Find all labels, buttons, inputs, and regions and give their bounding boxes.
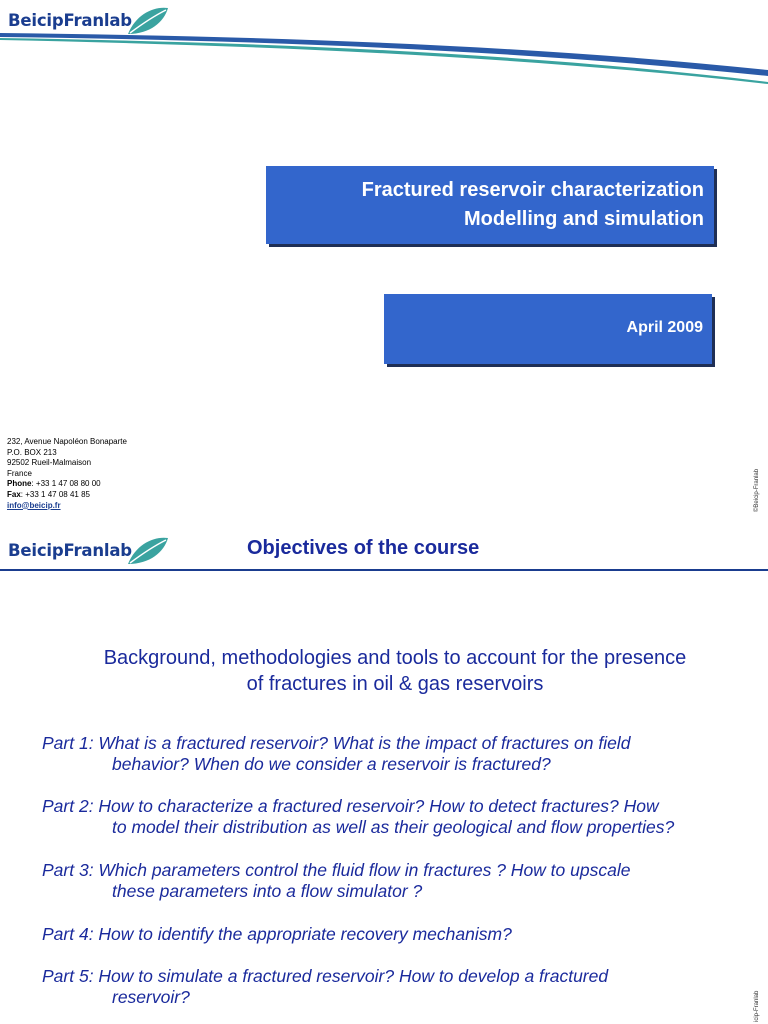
leaf-icon-2 xyxy=(126,534,170,568)
title-line-1: Fractured reservoir characterization xyxy=(361,179,704,201)
address-city: 92502 Rueil-Malmaison xyxy=(7,458,92,468)
title-box xyxy=(266,166,714,244)
copyright-vertical-2: icip-Franlab xyxy=(754,990,760,1022)
fax-label: Fax xyxy=(7,489,21,499)
part-2-line-2: to model their distribution as well as their geological and flow properties? xyxy=(112,817,675,837)
part-5 xyxy=(42,966,762,1008)
part-3-line-2: these parameters into a flow simulator ? xyxy=(112,881,423,901)
part-5-line-2: reservoir? xyxy=(112,987,190,1007)
fax-line xyxy=(7,490,127,501)
part-1 xyxy=(42,733,762,775)
part-2-line-1: Part 2: How to characterize a fractured reservoir? How to detect fractures? How xyxy=(42,796,659,816)
part-5-line-1: Part 5: How to simulate a fractured reservoir? How to develop a fractured xyxy=(42,966,609,986)
address-country: France xyxy=(7,468,32,478)
part-4 xyxy=(42,924,762,945)
part-3 xyxy=(42,860,762,902)
copyright-vertical: ©Beicip-Franlab xyxy=(754,468,760,512)
logo-text-2: BeicipFranlab xyxy=(8,541,132,560)
title-line-2: Modelling and simulation xyxy=(464,208,704,230)
address-street: 232, Avenue Napoléon Bonaparte xyxy=(7,437,127,446)
part-4-line-1: Part 4: How to identify the appropriate recovery mechanism? xyxy=(42,924,512,944)
intro-text xyxy=(30,645,760,697)
leaf-icon xyxy=(126,4,170,38)
beicipfranlab-logo-2 xyxy=(8,534,168,570)
phone-label: Phone xyxy=(7,479,32,489)
part-2 xyxy=(42,796,762,838)
fax-number: : +33 1 47 08 41 85 xyxy=(20,489,90,499)
title-rule xyxy=(0,569,768,571)
address-pobox: P.O. BOX 213 xyxy=(7,447,57,457)
address-block xyxy=(7,437,127,511)
date-text: April 2009 xyxy=(626,319,703,336)
part-1-line-1: Part 1: What is a fractured reservoir? What is the impact of fractures on field xyxy=(42,733,631,753)
phone-number: : +33 1 47 08 80 00 xyxy=(31,479,101,489)
part-1-line-2: behavior? When do we consider a reservoir is fractured? xyxy=(112,754,551,774)
part-3-line-1: Part 3: Which parameters control the fluid flow in fractures ? How to upscale xyxy=(42,860,631,880)
logo-text: BeicipFranlab xyxy=(8,11,132,30)
slide-title: Objectives of the course xyxy=(247,537,480,559)
phone-line xyxy=(7,479,127,490)
email-link[interactable]: info@beicip.fr xyxy=(7,500,61,510)
beicipfranlab-logo xyxy=(8,4,168,40)
intro-line-2: of fractures in oil & gas reservoirs xyxy=(246,673,544,695)
date-box xyxy=(384,294,712,364)
intro-line-1: Background, methodologies and tools to account for the presence xyxy=(103,647,687,669)
